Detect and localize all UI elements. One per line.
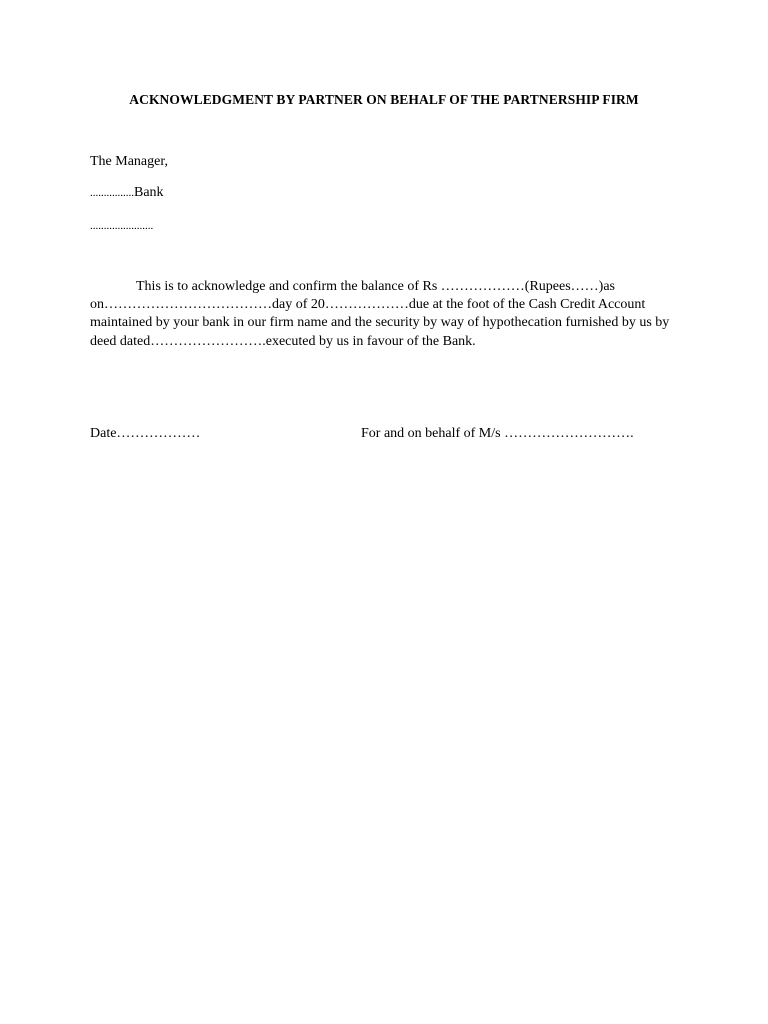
addressee-line: The Manager, <box>90 154 168 169</box>
signatory-line: For and on behalf of M/s ………………………. <box>361 426 634 441</box>
bank-label: Bank <box>134 185 164 200</box>
paragraph-text-3: maintained by your bank in our firm name and the security by way of hypothecation furnished by us by <box>90 315 670 331</box>
document-title: ACKNOWLEDGMENT BY PARTNER ON BEHALF OF THE PARTNERSHIP FIRM <box>129 92 639 107</box>
paragraph-text-1: This is to acknowledge and confirm the balance of Rs ………………(Rupees……)as <box>136 279 616 294</box>
acknowledgment-paragraph <box>90 278 680 351</box>
bank-name-blank: ................ <box>90 187 134 199</box>
bank-address-blank: ....................... <box>90 220 154 232</box>
paragraph-text-4: deed dated…………………….executed by us in favour of the Bank. <box>90 333 476 349</box>
bank-name-line <box>90 185 164 201</box>
paragraph-text-2: on………………………………day of 20………………due at the foot of the Cash Credit Account <box>90 297 646 313</box>
date-line: Date……………… <box>90 426 201 441</box>
paragraph-row <box>90 278 680 296</box>
